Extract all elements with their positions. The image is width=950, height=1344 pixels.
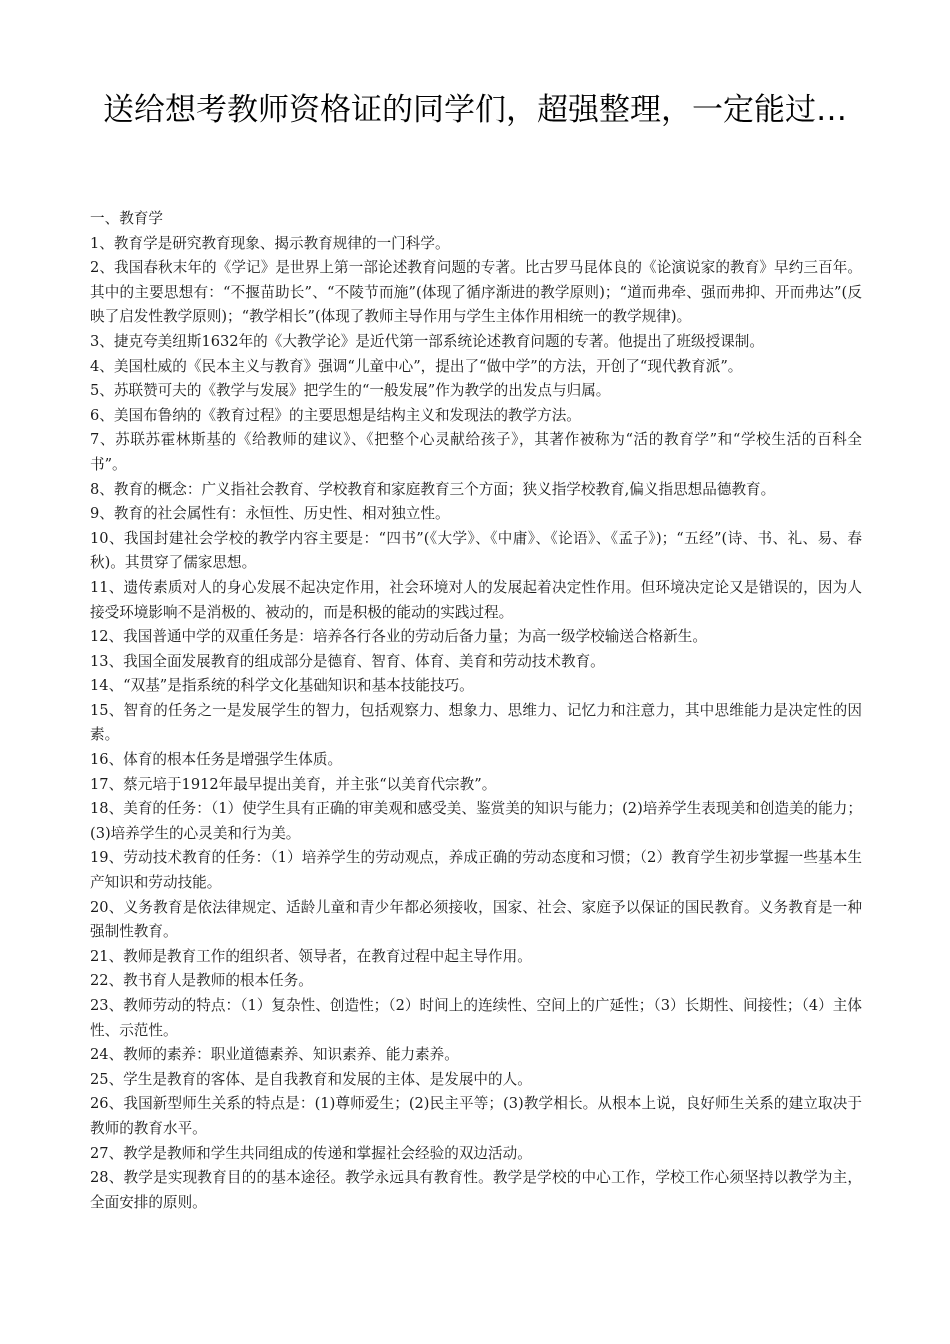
list-item: 25、学生是教育的客体、是自我教育和发展的主体、是发展中的人。 [90, 1070, 532, 1088]
list-item: 23、教师劳动的特点：（1）复杂性、创造性；（2）时间上的连续性、空间上的广延性；（3）长期性、间接性；（4）主体性、示范性。 [90, 997, 862, 1039]
list-item: 9、教育的社会属性有：永恒性、历史性、相对独立性。 [90, 505, 450, 523]
list-item: 28、教学是实现教育目的的基本途径。教学永远具有教育性。教学是学校的中心工作，学校工作心须坚持以教学为主，全面安排的原则。 [90, 1169, 862, 1211]
list-item: 8、教育的概念：广义指社会教育、学校教育和家庭教育三个方面；狭义指学校教育,偏义指思想品德教育。 [90, 480, 776, 498]
list-item: 19、劳动技术教育的任务：（1）培养学生的劳动观点，养成正确的劳动态度和习惯；（2）教育学生初步掌握一些基本生产知识和劳动技能。 [90, 849, 862, 892]
section-heading: 一、教育学 [90, 210, 163, 227]
list-item: 24、教师的素养：职业道德素养、知识素养、能力素养。 [90, 1046, 459, 1064]
list-item: 26、我国新型师生关系的特点是：(1)尊师爱生；(2)民主平等；(3)教学相长。从根本上说，良好师生关系的建立取决于教师的教育水平。 [90, 1095, 862, 1137]
list-item: 11、遗传素质对人的身心发展不起决定作用，社会环境对人的发展起着决定性作用。但环境决定论又是错误的，因为人接受环境影响不是消极的、被动的，而是积极的能动的实践过程。 [90, 578, 862, 621]
list-item: 3、捷克夸美纽斯1632年的《大教学论》是近代第一部系统论述教育问题的专著。他提出了班级授课制。 [90, 332, 764, 350]
list-item: 12、我国普通中学的双重任务是：培养各行各业的劳动后备力量；为高一级学校输送合格新生。 [90, 628, 707, 646]
list-item: 27、教学是教师和学生共同组成的传递和掌握社会经验的双边活动。 [90, 1144, 532, 1162]
list-item: 17、蔡元培于1912年最早提出美育，并主张“以美育代宗教”。 [90, 775, 497, 793]
list-item: 22、教书育人是教师的根本任务。 [90, 972, 313, 990]
list-item: 16、体育的根本任务是增强学生体质。 [90, 751, 343, 769]
list-item: 13、我国全面发展教育的组成部分是德育、智育、体育、美育和劳动技术教育。 [90, 652, 605, 670]
list-item: 6、美国布鲁纳的《教育过程》的主要思想是结构主义和发现法的教学方法。 [90, 406, 581, 424]
list-item: 5、苏联赞可夫的《教学与发展》把学生的“一般发展”作为教学的出发点与归属。 [90, 382, 611, 400]
list-item: 21、教师是教育工作的组织者、领导者，在教育过程中起主导作用。 [90, 947, 532, 965]
document-body [90, 207, 862, 1215]
list-item: 1、教育学是研究教育现象、揭示教育规律的一门科学。 [90, 234, 450, 252]
list-item: 20、义务教育是依法律规定、适龄儿童和青少年都必须接收，国家、社会、家庭予以保证的国民教育。义务教育是一种强制性教育。 [90, 898, 862, 941]
page-title: 送给想考教师资格证的同学们，超强整理，一定能过… [103, 92, 847, 128]
list-item: 10、我国封建社会学校的教学内容主要是：“四书”(《大学》、《中庸》、《论语》、《孟子》)；“五经”(诗、书、礼、易、春秋)。其贯穿了儒家思想。 [90, 529, 862, 572]
list-item: 15、智育的任务之一是发展学生的智力，包括观察力、想象力、思维力、记忆力和注意力，其中思维能力是决定性的因素。 [90, 701, 862, 744]
list-item: 14、“双基”是指系统的科学文化基础知识和基本技能技巧。 [90, 677, 474, 695]
list-item: 18、美育的任务：（1）使学生具有正确的审美观和感受美、鉴赏美的知识与能力；(2)培养学生表现美和创造美的能力；(3)培养学生的心灵美和行为美。 [90, 800, 862, 842]
list-item: 4、美国杜威的《民本主义与教育》强调“儿童中心”，提出了“做中学”的方法，开创了“现代教育派”。 [90, 357, 743, 375]
list-item: 7、苏联苏霍林斯基的《给教师的建议》、《把整个心灵献给孩子》，其著作被称为“活的教育学”和“学校生活的百科全书”。 [90, 431, 862, 473]
list-item: 2、我国春秋末年的《学记》是世界上第一部论述教育问题的专著。比古罗马昆体良的《论演说家的教育》早约三百年。其中的主要思想有：“不揠苗助长”、“不陵节而施”(体现了循序渐进的教学原则)；“道而弗牵、强而弗抑、开而弗达”(反映了启发性教学原则)；“教学相长”(体现了教师主导作用与学生主体作用相统一的教学规律)。 [90, 259, 862, 326]
